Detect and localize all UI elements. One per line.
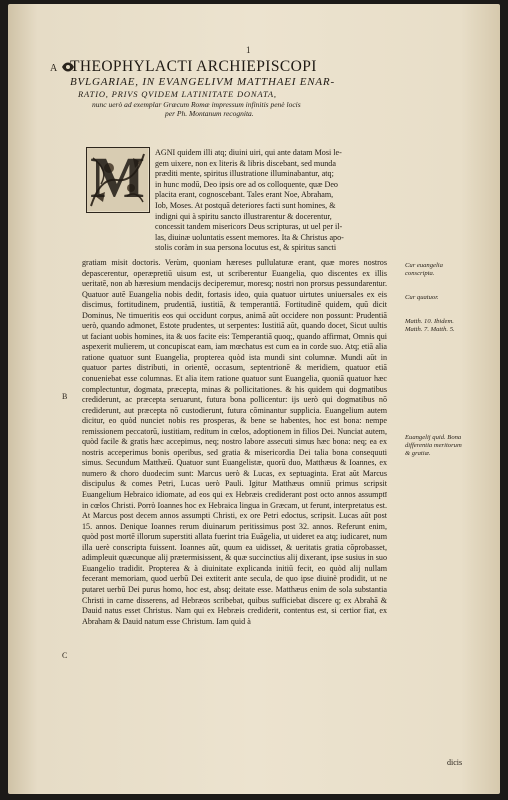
section-marker-c: C [62,651,68,660]
text-line: stolis coràm in sua persona locutus est, & spiritus sancti [155,243,337,253]
text-line: gem uixere, non ex literis & libris discebant, sed munda [155,158,336,168]
text-line: Iob, Moses. At postquā deteriores facti sunt homines, & [155,200,336,210]
title-line-2: BVLGARIAE, IN EVANGELIVM MATTHAEI ENAR- [70,76,335,88]
title-line-3: RATIO, PRIVS QVIDEM LATINITATE DONATA, [78,89,277,99]
margin-note-cur-quatuor: Cur quatuor. [405,294,439,301]
title-line-1: THEOPHYLACTI ARCHIEPISCOPI [70,58,317,75]
section-marker-a: A [50,63,58,74]
initial-letter: M [90,147,145,210]
text-line: præditi mente, spiritus illustratione illuminabantur, atq; [155,169,334,179]
decorated-initial [86,147,150,213]
margin-note-euangelij: Euangelij quid. Bona differentia meritorum & gratiæ. [405,434,462,457]
text-line: concessit tandem misericors Deus scripturas, ut uel per il- [155,222,343,232]
title-line-5: per Ph. Montanum recognita. [165,109,254,118]
text-line: placita erant, cognoscebant. Tales erant Noe, Abraham, [155,190,334,200]
text-line: in hunc modū, Deo ipsis ore ad os colloquente, quæ Deo [155,179,338,189]
text-line: las, diuinæ uoluntatis essent memores. Ita & Christus apo- [155,232,344,242]
catchword: dicis [447,758,463,767]
margin-note-cur-euangelia: Cur euangelia conscripta. [405,262,443,277]
text-line: indigni qui à spiritu sancto illustrarentur & docerentur, [155,211,332,221]
indented-text-block [155,112,387,254]
section-marker-b: B [62,392,68,401]
main-body-text: gratiam misit doctoris. Verùm, quoniam hæreses pullulaturæ erant, quæ mores nostros depascerentur, operæpretiū uisum est, ut scriberentur Euangelia, quo discentes ex illis ueritatē, non ab hæresium mendacijs deciperemur, moresq; nostri non prorsus pessundarentur. Quatuor autē Euangelia nobis dedit, fortasis ideo, quia quatuor uirtutes uniuersales ex eis discimus, fortitudinem, prudentiā, iustitiā, & temperantiā. Fortitudinē quidem, quū dicit Dominus, Ne timueritis eos qui occidunt corpus, animā aūt occidere non possunt: Prudentiā uerò, quando admonet, Estote prudentes, ut serpentes: Iustitiā aūt, quando docet, Sicut uultis ut faciant uobis homines, ita & uos facite eis: Temperantiā quoq;, quando affirmat, Omnis qui aspexerit mulierem, ut concupiscat eam, iam mœchatus est cum ea in corde suo. Atq; etiā alia ratione quatuor sunt Euangelia, propterea quòd ista mundi sint columnæ. Mundi aūt in quatuor partes distributi, in orientē, occasum, septentrionē & meridiem, quatuor etiā conueniebat esse columnas. Et alia item ratione quatuor sunt Euangelia, quoniā quatuor hæc complectuntur, dogmata, præcepta, minas & pollicitationes. & his quidem qui dogmatibus crediderunt, ac præcepta seruarunt, futura bona pollicentur: ijs uerò qui dogmatibus nō crediderunt, aut præcepta nō custodierunt, futura cōminantur supplicia. Euangelium autem dicitur, eo quòd nunciet nobis res prosperas, & bene se habentes, hoc est bona: nempe remissionem peccatorū, iustitiam, reditum in cœlos, adoptionem in filios Dei. Nunciat autem, quòd facile & gratis hæc accepimus, neq; nostro labore assecuti simus hæc bona: neq; ea ex nostris acceperimus bonis operibus, sed gratia & misericordia Dei talia bona consequuti simus. Secundum Matthæū. Quatuor sunt Euangelistæ, quorū duo, Matthæus & Ioannes, ex numero & choro duodecim sunt: Marcus uerò & Lucas, ex septuaginta. Erat aūt Marcus discipulus & comes Petri, Lucas uerò Pauli. Igitur Matthæus omniū primus scripsit Euangelium Hebraico idiomate, ad eos qui ex Hebræis crediderant post octo annos assumptī in cœlos Christi. Porrò Ioannes hoc ex Hebraica lingua in Græcam, ut ferunt, interpretatus est. At Marcus post decem annos assumpti Christi, ex ore Petri edoctus, scripsit. Lucas aūt post 15. annos. Denique Ioannes rerum diuinarum peritissimus post 32. annos. Referunt enim, quòd post mortē illorum superstiti allata fuerint tria Euāgelia, ut uideret ea atq; iudicaret, num illa uerè conscripta fuissent. Ioannes aūt, quum ea uidisset, & ueritatis gratia cōprobasset, adimpleuit quæcunque alij prætermisissent, & quæ succinctius alij dixerant, ipse susius in suo Euangelio tradidit. Propterea & à diuinitate explicanda initiū fecit, eo quòd alij nullam fecerant memoriam, quod uerbū Dei extiterit ante secula, de quo ipse diuinè prodidit, ut ne putaret uerbū Dei purus homo, hoc est, absq; deitate esse. Matthæus enim de sola substantia Christi in carne disserens, ad Hebræos scribebat, quibus sufficiebat discere q; ex Abrahā & Dauid natus esset Christus. Nam qui ex Hebræis crediderit, contentus est, si certior fiat, ex Abraham & Dauid natum esse Christum. Iam quid à [82,258,387,626]
title-line-4: nunc uerò ad exemplar Græcum Romæ impressum infinitis penè locis [92,100,301,109]
page-number: 1 [246,45,251,55]
margin-note-citations: Matth. 10. Ibidem. Matth. 7. Matth. 5. [405,318,455,333]
text-line: AGNI quidem illi atq; diuini uiri, qui ante datam Mosi le- [155,148,342,157]
